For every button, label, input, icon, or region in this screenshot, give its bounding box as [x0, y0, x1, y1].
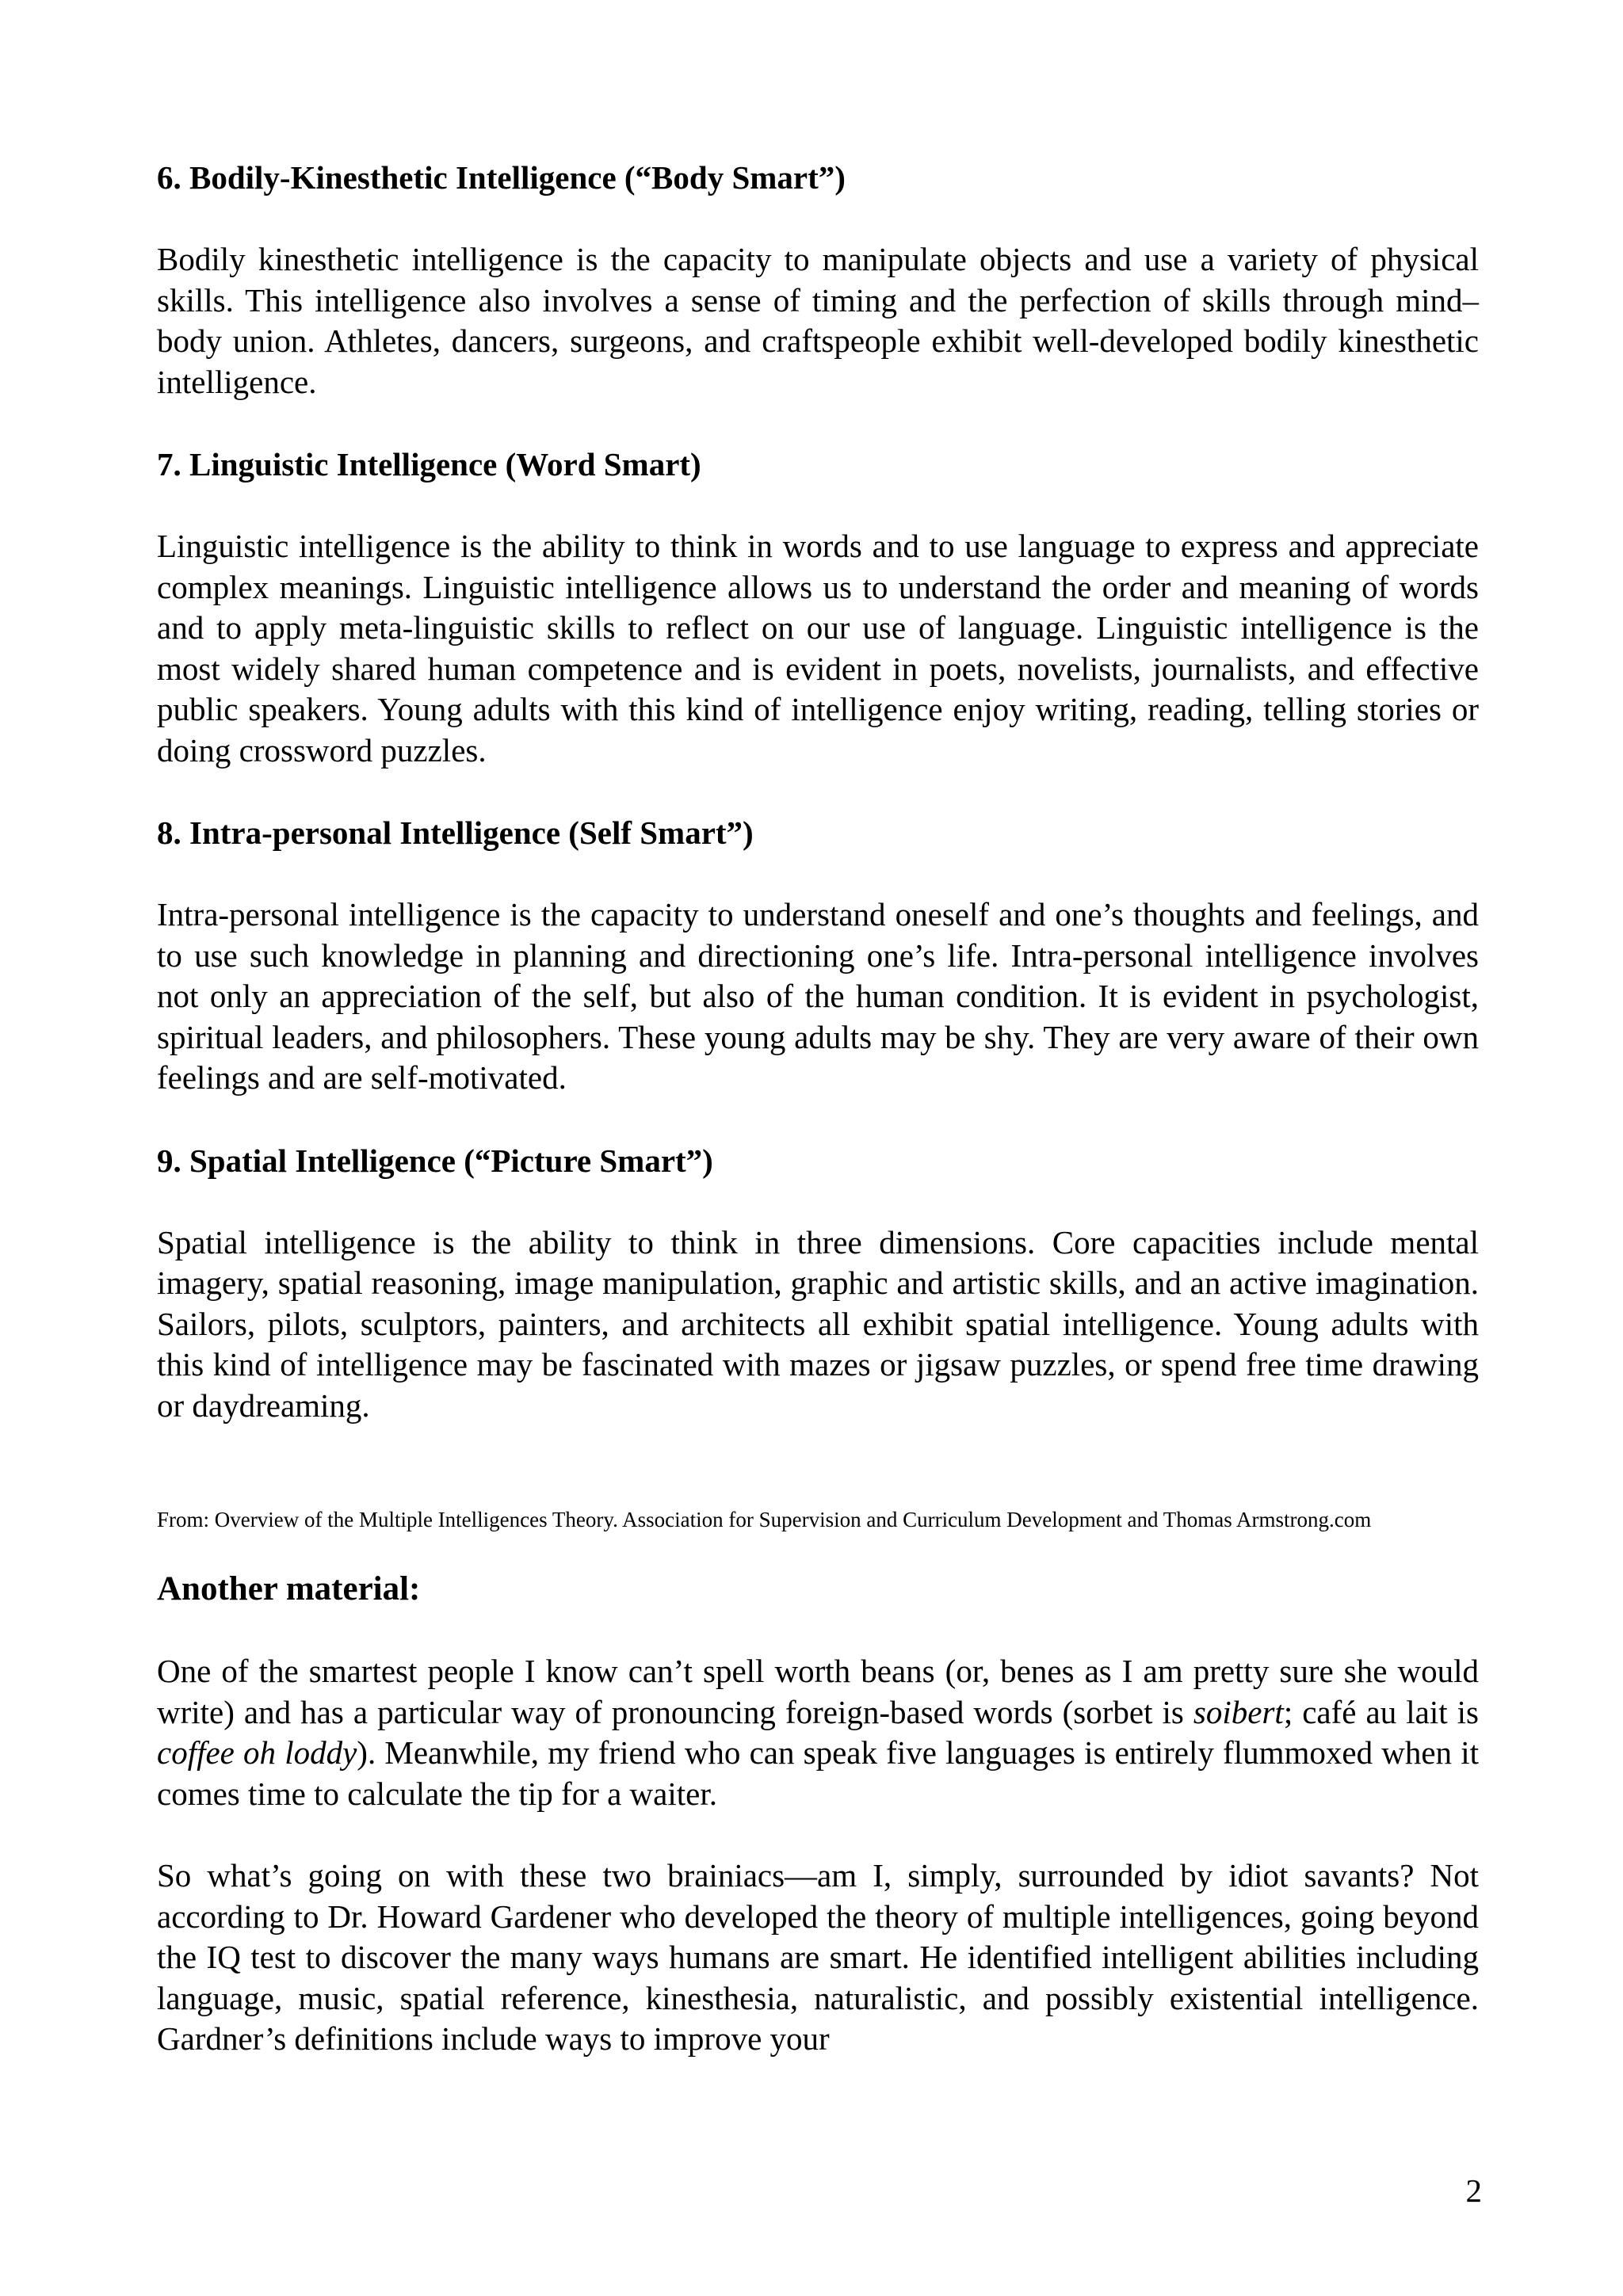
- section-body-linguistic: Linguistic intelligence is the ability to think in words and to use language to express and appreciate complex meanings. Linguistic intelligence allows us to understand the order and meaning of words and to apply meta-linguistic skills to reflect on our use of language. Linguistic intelligence is the most widely shared human competence and is evident in poets, novelists, journalists, and effective public speakers. Young adults with this kind of intelligence enjoy writing, reading, telling stories or doing crossword puzzles.: [157, 528, 1479, 769]
- section-body-bodily-kinesthetic: Bodily kinesthetic intelligence is the capacity to manipulate objects and use a variety of physical skills. This intelligence also involves a sense of timing and the perfection of skills through mind–body union. Athletes, dancers, surgeons, and craftspeople exhibit well-developed bodily kinesthetic intelligence.: [157, 241, 1479, 400]
- another-material-paragraph-2: So what’s going on with these two brainiacs—am I, simply, surrounded by idiot savants? Not according to Dr. Howard Gardener who developed the theory of multiple intelligences, going beyond the IQ test to discover the many ways humans are smart. He identified intelligent abilities including language, music, spatial reference, kinesthesia, naturalistic, and possibly existential intelligence. Gardner’s definitions include ways to improve your: [157, 1857, 1479, 2057]
- section-heading-bodily-kinesthetic: 6. Bodily-Kinesthetic Intelligence (“Body Smart”): [157, 159, 846, 196]
- another-material-heading: Another material:: [157, 1570, 421, 1608]
- another-material-paragraph-1: [157, 1651, 1479, 1814]
- paragraph-text: ). Meanwhile, my friend who can speak five languages is entirely flummoxed when it comes time to calculate the tip for a waiter.: [157, 1734, 1479, 1812]
- document-page: [157, 157, 1479, 2060]
- section-body-spatial: Spatial intelligence is the ability to think in three dimensions. Core capacities include mental imagery, spatial reasoning, image manipulation, graphic and artistic skills, and an active imagination. Sailors, pilots, sculptors, painters, and architects all exhibit spatial intelligence. Young adults with this kind of intelligence may be fascinated with mazes or jigsaw puzzles, or spend free time drawing or daydreaming.: [157, 1223, 1479, 1424]
- paragraph-text: ; café au lait is: [1283, 1693, 1479, 1730]
- paragraph-text: One of the smartest people I know can’t spell worth beans (or, benes as I am pretty sure she would write) and has a particular way of pronouncing foreign-based words (sorbet is: [157, 1653, 1479, 1730]
- source-note: From: Overview of the Multiple Intelligences Theory. Association for Supervision and Curriculum Development and Thomas Armstrong.com: [157, 1508, 1372, 1531]
- section-heading-intra-personal: 8. Intra-personal Intelligence (Self Smart”): [157, 814, 754, 851]
- page-number: 2: [1465, 2172, 1482, 2209]
- section-heading-spatial: 9. Spatial Intelligence (“Picture Smart”): [157, 1142, 713, 1179]
- italic-term: coffee oh loddy: [157, 1734, 357, 1771]
- section-body-intra-personal: Intra-personal intelligence is the capacity to understand oneself and one’s thoughts and feelings, and to use such knowledge in planning and directioning one’s life. Intra-personal intelligence involves not only an appreciation of the self, but also of the human condition. It is evident in psychologist, spiritual leaders, and philosophers. These young adults may be shy. They are very aware of their own feelings and are self-motivated.: [157, 896, 1479, 1096]
- section-heading-linguistic: 7. Linguistic Intelligence (Word Smart): [157, 446, 701, 482]
- italic-term: soibert: [1193, 1693, 1284, 1730]
